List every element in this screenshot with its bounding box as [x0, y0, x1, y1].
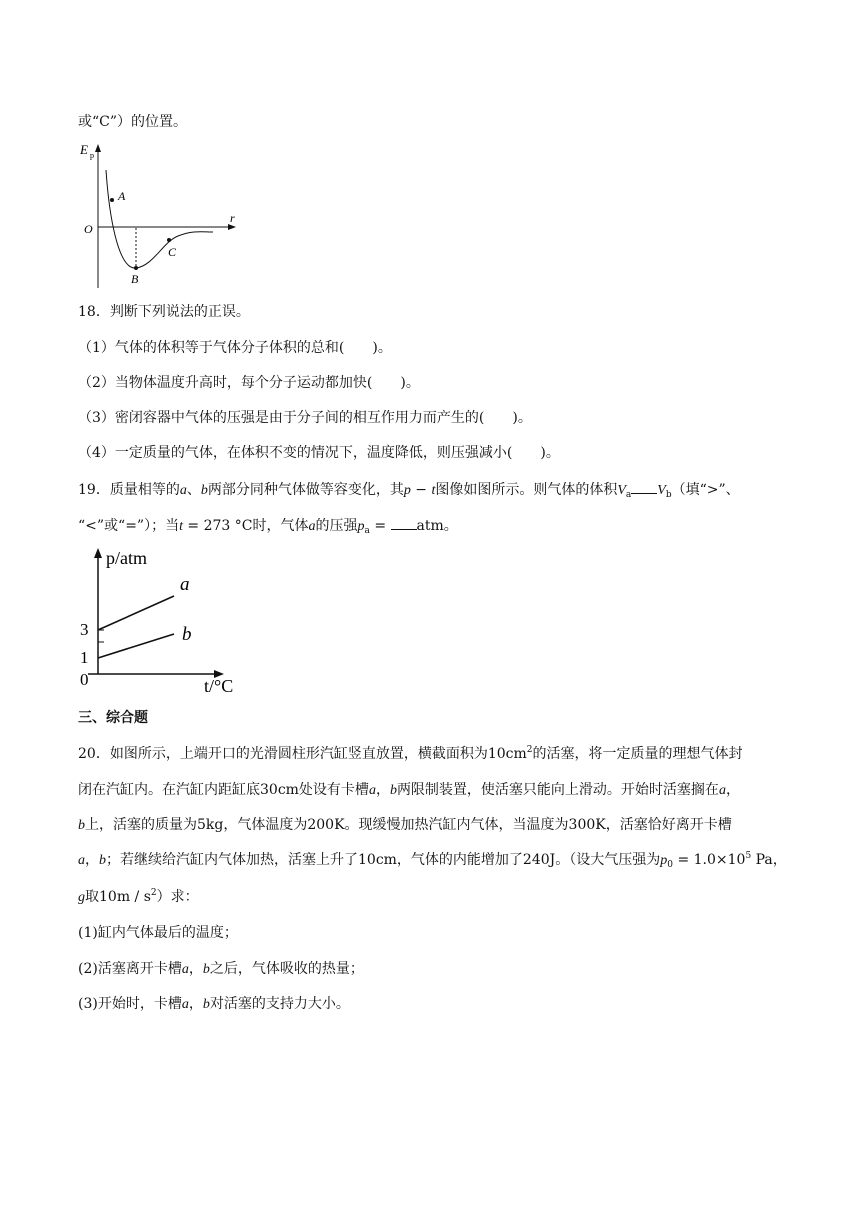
ep-r-graph — [78, 140, 258, 292]
pt-series-b-label: b — [182, 624, 192, 645]
ep-point-b-label: B — [131, 272, 139, 286]
ep-x-label: r — [230, 211, 235, 225]
ep-point-c-label: C — [168, 245, 177, 259]
q17-tail: 或“C”）的位置。 — [78, 114, 188, 130]
pt-series-a-label: a — [180, 574, 190, 595]
q18-item-2: （2）当物体温度升高时，每个分子运动都加快( )。 — [78, 375, 420, 391]
pt-tick-0: 0 — [80, 670, 89, 689]
series-a-line — [98, 596, 174, 630]
answer-blank-2[interactable] — [391, 517, 417, 530]
q18-stem: 18．判断下列说法的正误。 — [78, 304, 250, 320]
q20-sub-2: (2)活塞离开卡槽a，b之后，气体吸收的热量； — [78, 961, 364, 977]
pt-x-label: t/°C — [204, 676, 234, 696]
q20-sub-3: (3)开始时，卡槽a，b对活塞的支持力大小。 — [78, 996, 350, 1012]
pt-tick-3: 3 — [80, 620, 89, 639]
q20-line-3: b上，活塞的质量为5kg，气体温度为200K。现缓慢加热汽缸内气体，当温度为300K，活塞恰好离开卡槽 — [78, 817, 732, 833]
q19-line-2: “<”或“=”）；当t = 273 °C时，气体a的压强$p_a$ = atm。 — [78, 518, 458, 536]
q20-line-4: a，b；若继续给汽缸内气体加热，活塞上升了10cm，气体的内能增加了240J。（设大气压强为$p_0 = 1.0\times 10^5$ Pa， — [78, 851, 787, 870]
p-t-graph — [78, 544, 248, 696]
point-c-dot — [167, 238, 171, 242]
series-b-line — [98, 634, 174, 658]
q20-line-2: 闭在汽缸内。在汽缸内距缸底30cm处设有卡槽a，b两限制装置，使活塞只能向上滑动。开始时活塞搁在a， — [78, 782, 740, 798]
answer-blank-1[interactable] — [631, 481, 657, 494]
pt-tick-1: 1 — [80, 648, 89, 667]
q20-sub-1: (1)缸内气体最后的温度； — [78, 925, 238, 941]
section-heading: 三、综合题 — [78, 710, 148, 726]
ep-y-sub: p — [90, 151, 94, 160]
q20-line-5: g取$10m / s^2$）求： — [78, 888, 199, 905]
q18-item-4: （4）一定质量的气体，在体积不变的情况下，温度降低，则压强减小( )。 — [78, 445, 560, 461]
point-a-dot — [110, 198, 114, 202]
q19-line-1: 19．质量相等的a、b两部分同种气体做等容变化，其p − t图像如图所示。则气体的体积$V_a$ $V_b$（填“>”、 — [78, 482, 740, 500]
q18-item-3: （3）密闭容器中气体的压强是由于分子间的相互作用力而产生的( )。 — [78, 410, 532, 426]
q20-line-1: 20．如图所示，上端开口的光滑圆柱形汽缸竖直放置，横截面积为$10cm^2$的活塞，将一定质量的理想气体封 — [78, 745, 743, 762]
ep-y-label: E — [80, 142, 88, 157]
point-b-dot — [134, 266, 138, 270]
pt-y-label: p/atm — [106, 548, 147, 568]
ep-point-a-label: A — [118, 189, 126, 203]
q18-item-1: （1）气体的体积等于气体分子体积的总和( )。 — [78, 340, 392, 356]
ep-origin: O — [84, 222, 93, 236]
